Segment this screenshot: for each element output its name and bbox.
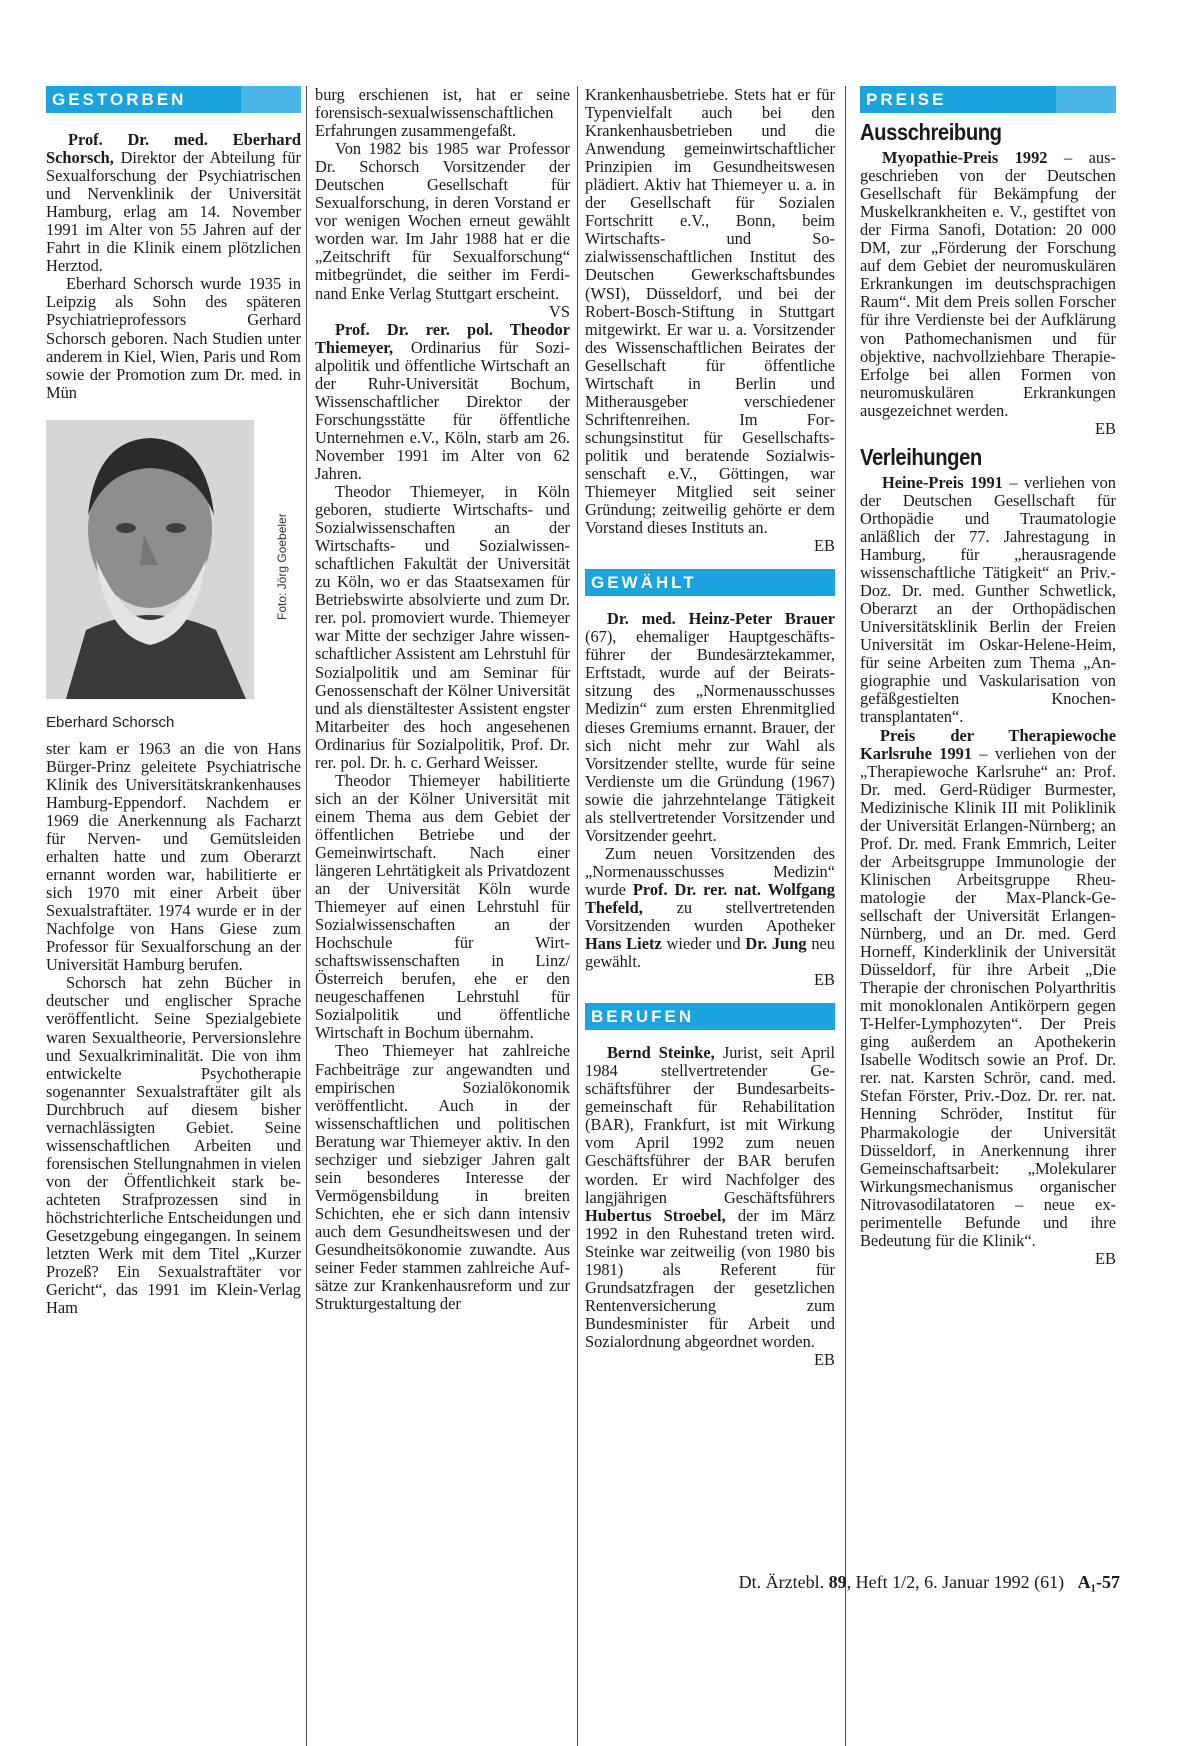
person-name: Hans Lietz (585, 934, 662, 954)
author-signature: EB (814, 536, 835, 556)
paragraph: Theo Thiemeyer hat zahlreiche Fachbeiträge zur angewandten und empirischen Sozialökonomik veröffentlicht. Auch in der wissenschaftlichen und politischen Beratung war Thiemeyer aktiv. In den sechziger und siebziger Jahren galt sein besonderes Interesse der Vermögensbildung in breiten Schichten, ehe er sich dann intensiv auch dem Gesundheitswesen und der Gesundheitsökonomie zuwandte. Aus seiner Feder stammen zahlreiche Aufsätze zur Krankenhausreform und zur Strukturgestaltung der (315, 1041, 570, 1314)
prize-name: Heine-Preis 1991 (882, 472, 1003, 492)
prize-therapiewoche: Preis der Therapiewoche Karlsruhe 1991 – verliehen von der „Therapiewoche Karlsruhe“ an: Prof. Dr. med. Gerd-Rüdiger Burmester, Medizinische Klinik III mit Poliklinik der Universität Erlangen-Nürnberg; an Prof. Dr. med. Frank Emmrich, Leiter der Arbeitsgruppe Immunologie der Klinischen Arbeitsgruppe Rheumatologie der Max-Planck-Gesellschaft der Universität Erlangen-Nürnberg, und an Dr. med. Gerd Horneff, Kinderklinik der Universität Düsseldorf, für ihre Arbeit „Die Therapie der chronischen Polyarthritis mit monoklonalen Antikörpern gegen T-Helfer-Lymphozyten“. Der Preis ging außerdem an Apothekerin Isabelle Woditsch sowie an Prof. Dr. rer. nat. Karsten Schrör, cand. med. Stefan Förster, Priv.-Doz. Dr. rer. nat. Henning Schröder, Institut für Pharmakologie der Universität Düsseldorf, in Anerkennung ihrer Gemeinschaftsarbeit: „Molekularer Wirkungsmechanismus organischer Nitrovasodilatatoren – neue experimentelle Befunde und ihre Bedeutung für die Klinik“. (860, 725, 1117, 1250)
column-4 (860, 86, 1116, 1268)
prize-heine: Heine-Preis 1991 – verliehen von der Deutschen Gesellschaft für Orthopädie und Traumatologie anläßlich der 77. Jahrestagung in Hamburg, für „herausragende wissenschaftliche Tätigkeit“ an Priv.-Doz. Dr. med. Gunther Schwetlick, Oberarzt an der Orthopädischen Universitätsklinik Berlin der Freien Universität im Oskar-Helene-Heim, für seine Arbeiten zum Thema „Angiographie und Vaskularisation von gefäßgestielten Knochentransplantaten“. (860, 472, 1116, 727)
section-header-preise: PREISE (860, 86, 1116, 113)
paragraph: Von 1982 bis 1985 war Professor Dr. Schorsch Vorsitzender der Deutschen Gesellschaft für Sexualforschung, in deren Vorstand er vor wenigen Wochen erneut gewählt worden war. Im Jahr 1988 hat er die „Zeitschrift für Sexualforschung“ mitbegründet, die seither im Ferdinand Enke Verlag Stuttgart erscheint. (315, 139, 570, 303)
obituary-thiemeyer-lead: Prof. Dr. rer. pol. Theodor Thiemeyer, Ordinarius für Sozialpolitik und öffentliche Wirtschaft an der Ruhr-Universität Bochum, Wissenschaftlicher Direktor der Forschungsstätte für öffentliche Unternehmen e.V., Köln, starb am 26. November 1991 im Alter von 62 Jahren. (315, 319, 570, 483)
column-rule (306, 86, 307, 1746)
person-name: Dr. med. Heinz-Peter Brauer (607, 609, 835, 629)
obituary-schorsch-lead: Prof. Dr. med. Eberhard Schorsch, Direktor der Abteilung für Sexualforschung der Psychiatrischen und Nervenklinik der Universität Hamburg, erlag am 14. November 1991 im Alter von 55 Jahren auf der Fahrt in die Klinik einem plötzlichen Herztod. (46, 130, 301, 276)
section-header-berufen: BERUFEN (585, 1003, 835, 1030)
column-1 (46, 86, 301, 1317)
portrait-photo (46, 420, 254, 699)
person-name: Dr. Jung (745, 934, 807, 954)
person-name: Hubertus Stroebel, (585, 1205, 726, 1225)
paragraph: Theodor Thiemeyer habilitierte sich an der Kölner Universität mit einem Thema aus dem Gebiet der öffentlichen Betriebe und der Gemeinwirtschaft. Nach einer längeren Lehrtätigkeit als Privatdozent an der Universität Köln wurde Thiemeyer auf einen Lehrstuhl für Sozialwissenschaften an der Hochschule für Wirtschaftswissenschaften in Linz/ Österreich berufen, ehe er den neugeschaffenen Lehrstuhl für Sozialpolitik und öffentliche Wirtschaft in Bochum übernahm. (315, 770, 570, 1043)
section-header-gestorben: GESTORBEN (46, 86, 301, 113)
paragraph: Krankenhausbetriebe. Stets hat er für Typenvielfalt auch bei den Krankenhausbetrieben und die Anwendung gemeinwirtschaftlicher Prinzipien im Gesundheitswesen plädiert. Aktiv hat Thiemeyer u. a. in der Gesellschaft für Sozialen Fortschritt e.V., Bonn, beim Wirtschafts- und Sozialwissenschaftlichen Institut des Deutschen Gewerkschaftsbundes (WSI), Düsseldorf, und bei der Robert-Bosch-Stiftung in Stuttgart mitgewirkt. Er war u. a. Vorsitzender des Wissenschaftlichen Beirates der Gesellschaft für öffentliche Wirtschaft in Berlin und Mitherausgeber verschiedener Schriftenreihen. Im Forschungsinstitut für Gesellschaftspolitik und beratende Sozialwissenschaft e.V., Göttingen, war Thiemeyer Mitglied seit seiner Gründung; zeitweilig gehörte er dem Vorstand dieses Instituts an. (585, 85, 835, 538)
section-header-gewaehlt: GEWÄHLT (585, 569, 835, 596)
column-3 (585, 86, 835, 1369)
prize-name: Myopathie-Preis 1992 (882, 148, 1048, 168)
person-name: Prof. Dr. med. Eberhard Schorsch, (46, 130, 301, 168)
volume-number: 89 (828, 1572, 847, 1592)
author-signature: EB (1095, 418, 1116, 438)
paragraph: burg erschienen ist, hat er seine forensisch-sexualwissenschaftlichen Erfahrungen zusammengefaßt. (315, 85, 570, 141)
prize-name: Preis der Therapiewoche Karlsruhe 1991 (860, 725, 1116, 763)
author-signature: EB (1095, 1248, 1116, 1268)
author-signature: EB (814, 1350, 835, 1369)
paragraph: Schorsch hat zehn Bücher in deutscher und englischer Sprache veröffentlicht. Seine Spezialgebiete waren Sexualtheorie, Perversionslehre und Sexualkriminalität. Die von ihm entwickelte Psychotherapie sogenannter Sexualstraftäter gilt als Durchbruch auf diesem bisher vernachlässigten Gebiet. Seine wissenschaftlichen Arbeiten und forensischen Stellungnahmen in vielen von der Öffentlichkeit stark beachteten Strafprozessen sind in höchstrichterliche Entscheidungen und Gesetzgebung eingegangen. In seinem letzten Werk mit dem Titel „Kurzer Prozeß? Ein Sexualstraftäter vor Gericht“, das 1991 im Klein-Verlag Ham (46, 973, 301, 1318)
elected-chair: Zum neuen Vorsitzenden des „Normenausschusses Medizin“ wurde Prof. Dr. rer. nat. Wolfgang Thefeld, zu stellvertretenden Vorsitzenden wurden Apotheker Hans Lietz wieder und Dr. Jung neu gewählt. (585, 843, 835, 972)
photo-caption: Eberhard Schorsch (46, 713, 175, 731)
paragraph: Theodor Thiemeyer, in Köln geboren, studierte Wirtschafts- und Sozialwissenschaften an der Wirtschafts- und Sozialwissenschaftlichen Fakultät der Universität zu Köln, wo er das Staatsexamen für Betriebswirte absolvierte und zum Dr. rer. pol. promoviert wurde. Thiemeyer war Mitte der sechziger Jahre wissenschaftlicher Assistent am Lehrstuhl für Sozialpolitik und am Seminar für Genossenschaft der Kölner Universität und als dienstältester Assistent engster Mitarbeiter des hoch angesehenen Ordinarius für Sozialpolitik, Prof. Dr. rer. pol. Dr. h. c. Gerhard Weisser. (315, 482, 570, 772)
appointed-steinke: Bernd Steinke, Jurist, seit April 1984 stellvertretender Geschäftsführer der Bundesarbeitsgemeinschaft für Rehabilitation (BAR), Frankfurt, ist mit Wirkung vom April 1992 zum neuen Geschäftsführer der BAR berufen worden. Er wird Nachfolger des langjährigen Geschäftsführers Hubertus Stroebel, der im März 1992 in den Ruhestand treten wird. Steinke war zeitweilig (von 1980 bis 1981) als Referent für Grundsatzfragen der gesetzlichen Rentenversicherung zum Bundesminister für Arbeit und Sozialordnung abgeordnet worden. (585, 1043, 836, 1351)
elected-brauer: Dr. med. Heinz-Peter Brauer (67), ehemaliger Hauptgeschäftsführer der Bundesärztekammer, Erftstadt, wurde auf der Beiratssitzung des „Normenausschusses Medizin“ zum ersten Ehrenmitglied dieses Gremiums ernannt. Brauer, der sich nicht mehr zur Wahl als Vorsitzender stellte, wurde für seine Verdienste um die Gründung (1967) sowie die jahrzehntelange Tätigkeit als stellvertretender Vorsitzender und Vorsitzender geehrt. (585, 609, 835, 845)
paragraph: Eberhard Schorsch wurde 1935 in Leipzig als Sohn des späteren Psychiatrieprofessors Gerhard Schorsch geboren. Nach Studien unter anderem in Kiel, Wien, Paris und Rom sowie der Promotion zum Dr. med. in Mün (46, 274, 301, 402)
subheading-verleihungen: Verleihungen (860, 443, 982, 470)
page-footer: Dt. Ärztebl. 89, Heft 1/2, 6. Januar 1992 (61) A₁-57 (738, 1572, 1120, 1592)
author-signature: VS (549, 301, 570, 321)
page-number: A₁-57 (1077, 1572, 1120, 1592)
portrait-figure (46, 420, 301, 710)
photo-credit: Foto: Jörg Goebeler (275, 512, 289, 620)
portrait-image-icon (46, 420, 254, 699)
column-rule (845, 86, 846, 1746)
column-2 (315, 86, 570, 1313)
person-name: Prof. Dr. rer. nat. Wolfgang Thefeld, (585, 879, 835, 917)
prize-myopathie: Myopathie-Preis 1992 – ausgeschrieben von der Deutschen Gesellschaft für Bekämpfung der Muskelkrankheiten e. V., gestiftet von der Firma Sanofi, Dotation: 20 000 DM, zur „Förderung der Forschung auf dem Gebiet der neuromuskulären Erkrankungen im deutschsprachigen Raum“. Mit dem Preis sollen Forscher für ihre Verdienste bei der Aufklärung von Pathomechanismen und für objektive, nachvollziehbare Therapie-Erfolge bei allen Formen von neuromuskulären Erkrankungen ausgezeichnet werden. (860, 148, 1116, 420)
author-signature: EB (814, 970, 835, 990)
paragraph: ster kam er 1963 an die von Hans Bürger-Prinz geleitete Psychiatrische Klinik des Universitätskrankenhauses Hamburg-Eppendorf. Nachdem er 1969 die Anerkennung als Facharzt für Nerven- und Gemütsleiden erhalten hatte und zum Oberarzt ernannt worden war, habilitierte er sich 1970 mit einer Arbeit über Sexualstraftäter. 1974 wurde er in der Nachfolge von Hans Giese zum Professor für Sexualforschung an der Universität Hamburg berufen. (46, 738, 301, 975)
person-name: Bernd Steinke, (607, 1043, 715, 1063)
subheading-ausschreibung: Ausschreibung (860, 119, 1002, 145)
person-name: Prof. Dr. rer. pol. Theodor Thiemeyer, (315, 319, 570, 357)
column-rule (577, 86, 578, 1746)
